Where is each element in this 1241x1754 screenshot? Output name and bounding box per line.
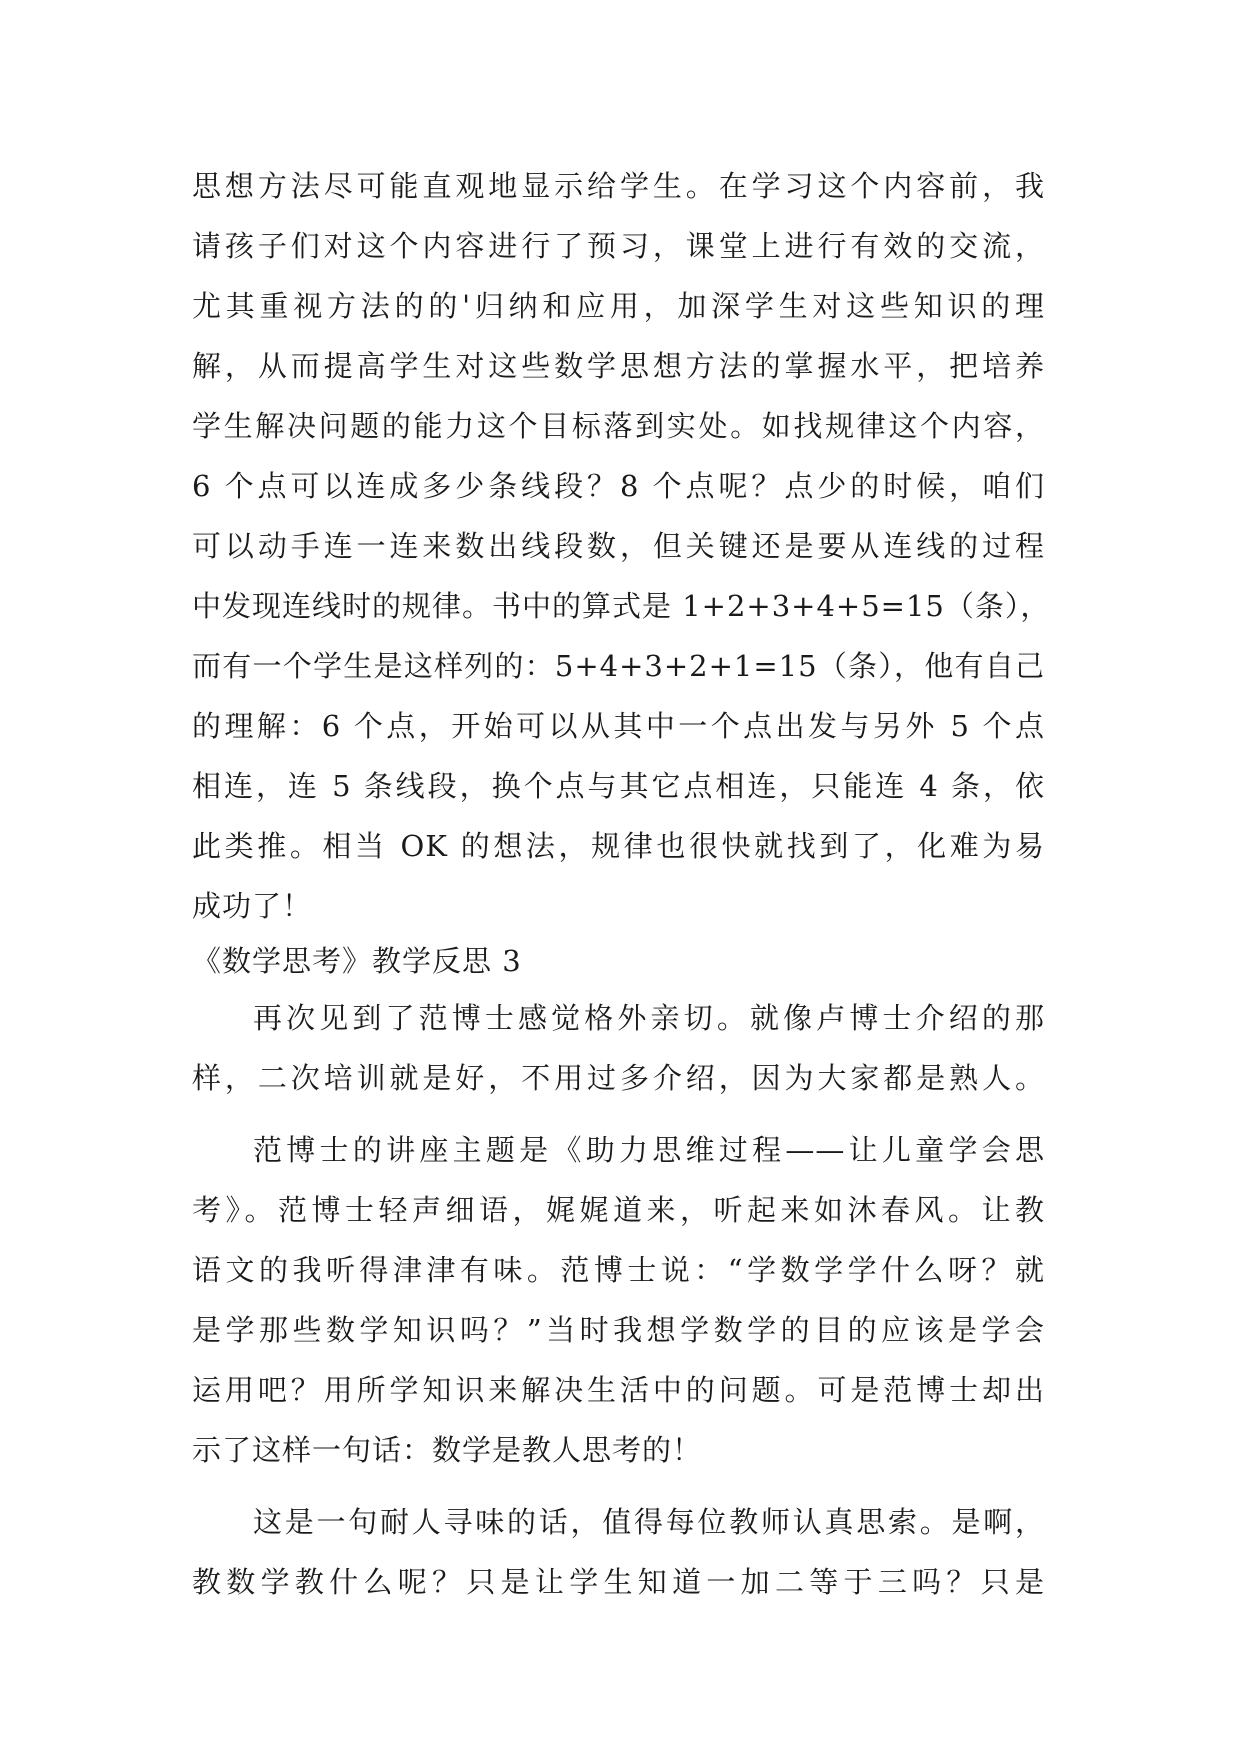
paragraph-line: 的理解：6 个点，开始可以从其中一个点出发与另外 5 个点 <box>192 709 1045 743</box>
paragraph-line: 样，二次培训就是好，不用过多介绍，因为大家都是熟人。 <box>192 1061 1045 1095</box>
paragraph-line: 成功了！ <box>192 889 313 923</box>
paragraph-line: 学生解决问题的能力这个目标落到实处。如找规律这个内容， <box>192 409 1045 443</box>
paragraph-line: 教数学教什么呢？只是让学生知道一加二等于三吗？只是 <box>192 1565 1045 1599</box>
paragraph-line: 运用吧？用所学知识来解决生活中的问题。可是范博士却出 <box>192 1373 1045 1407</box>
paragraph-line: 示了这样一句话：数学是教人思考的！ <box>192 1433 703 1467</box>
paragraph-line: 可以动手连一连来数出线段数，但关键还是要从连线的过程 <box>192 529 1045 563</box>
paragraph-line: 这是一句耐人寻味的话，值得每位教师认真思索。是啊， <box>253 1505 1045 1539</box>
paragraph-line: 考》。范博士轻声细语，娓娓道来，听起来如沐春风。让教 <box>192 1193 1045 1227</box>
paragraph-line: 6 个点可以连成多少条线段？8 个点呢？点少的时候，咱们 <box>192 469 1045 503</box>
paragraph-line: 尤其重视方法的的'归纳和应用，加深学生对这些知识的理 <box>192 289 1045 323</box>
paragraph-line: 此类推。相当 OK 的想法，规律也很快就找到了，化难为易 <box>192 829 1045 863</box>
paragraph-line: 中发现连线时的规律。书中的算式是 1+2+3+4+5=15（条）， <box>192 589 1051 623</box>
paragraph-line: 再次见到了范博士感觉格外亲切。就像卢博士介绍的那 <box>253 1001 1045 1035</box>
paragraph-line: 是学那些数学知识吗？”当时我想学数学的目的应该是学会 <box>192 1313 1045 1347</box>
paragraph-line: 语文的我听得津津有味。范博士说：“学数学学什么呀？就 <box>192 1253 1045 1287</box>
paragraph-line: 思想方法尽可能直观地显示给学生。在学习这个内容前，我 <box>192 169 1045 203</box>
paragraph-line: 解，从而提高学生对这些数学思想方法的掌握水平，把培养 <box>192 349 1045 383</box>
paragraph-line: 请孩子们对这个内容进行了预习，课堂上进行有效的交流， <box>192 229 1045 263</box>
paragraph-line: 而有一个学生是这样列的：5+4+3+2+1=15（条），他有自己 <box>192 649 1045 683</box>
paragraph-line: 范博士的讲座主题是《助力思维过程——让儿童学会思 <box>253 1133 1045 1167</box>
section-heading: 《数学思考》教学反思 3 <box>192 944 522 978</box>
paragraph-line: 相连，连 5 条线段，换个点与其它点相连，只能连 4 条，依 <box>192 769 1045 803</box>
